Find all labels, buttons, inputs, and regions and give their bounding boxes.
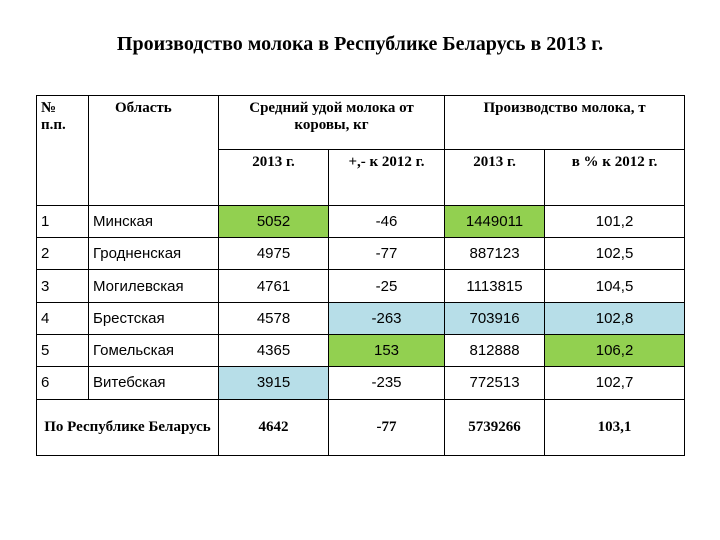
row-number: 1 [37, 205, 89, 237]
yield-value: 3915 [219, 367, 329, 399]
header-yield-change: +,- к 2012 г. [329, 150, 445, 205]
yield-change-value: -77 [329, 238, 445, 270]
production-percent-value: 101,2 [545, 205, 685, 237]
region-name: Минская [89, 205, 219, 237]
production-percent-value: 106,2 [545, 334, 685, 366]
production-percent-value: 104,5 [545, 270, 685, 302]
production-value: 1113815 [445, 270, 545, 302]
header-prod-2013: 2013 г. [445, 150, 545, 205]
production-value: 1449011 [445, 205, 545, 237]
region-name: Гомельская [89, 334, 219, 366]
production-value: 812888 [445, 334, 545, 366]
region-name: Витебская [89, 367, 219, 399]
milk-production-table [36, 95, 685, 456]
header-region: Область [89, 96, 219, 206]
production-value: 887123 [445, 238, 545, 270]
total-production: 5739266 [445, 399, 545, 456]
yield-change-value: 153 [329, 334, 445, 366]
production-percent-value: 102,8 [545, 302, 685, 334]
page-title: Производство молока в Республике Беларусь в 2013 г. [116, 33, 604, 55]
production-percent-value: 102,7 [545, 367, 685, 399]
yield-change-value: -263 [329, 302, 445, 334]
yield-change-value: -235 [329, 367, 445, 399]
total-row [37, 399, 685, 456]
region-name: Гродненская [89, 238, 219, 270]
header-production: Производство молока, т [445, 96, 685, 150]
table-row [37, 238, 685, 270]
yield-value: 4761 [219, 270, 329, 302]
production-value: 703916 [445, 302, 545, 334]
total-label: По Республике Беларусь [37, 399, 219, 456]
production-percent-value: 102,5 [545, 238, 685, 270]
table-row [37, 205, 685, 237]
table-row [37, 270, 685, 302]
row-number: 3 [37, 270, 89, 302]
yield-change-value: -46 [329, 205, 445, 237]
region-name: Могилевская [89, 270, 219, 302]
yield-value: 4578 [219, 302, 329, 334]
header-number: № п.п. [37, 96, 89, 206]
header-prod-percent: в % к 2012 г. [545, 150, 685, 205]
row-number: 6 [37, 367, 89, 399]
region-name: Брестская [89, 302, 219, 334]
table-row [37, 334, 685, 366]
yield-value: 5052 [219, 205, 329, 237]
header-yield-2013: 2013 г. [219, 150, 329, 205]
row-number: 5 [37, 334, 89, 366]
total-yield: 4642 [219, 399, 329, 456]
header-yield: Средний удой молока от коровы, кг [219, 96, 445, 150]
total-production-percent: 103,1 [545, 399, 685, 456]
row-number: 4 [37, 302, 89, 334]
table-row [37, 367, 685, 399]
row-number: 2 [37, 238, 89, 270]
production-value: 772513 [445, 367, 545, 399]
yield-change-value: -25 [329, 270, 445, 302]
table-row [37, 302, 685, 334]
yield-value: 4365 [219, 334, 329, 366]
total-yield-change: -77 [329, 399, 445, 456]
yield-value: 4975 [219, 238, 329, 270]
